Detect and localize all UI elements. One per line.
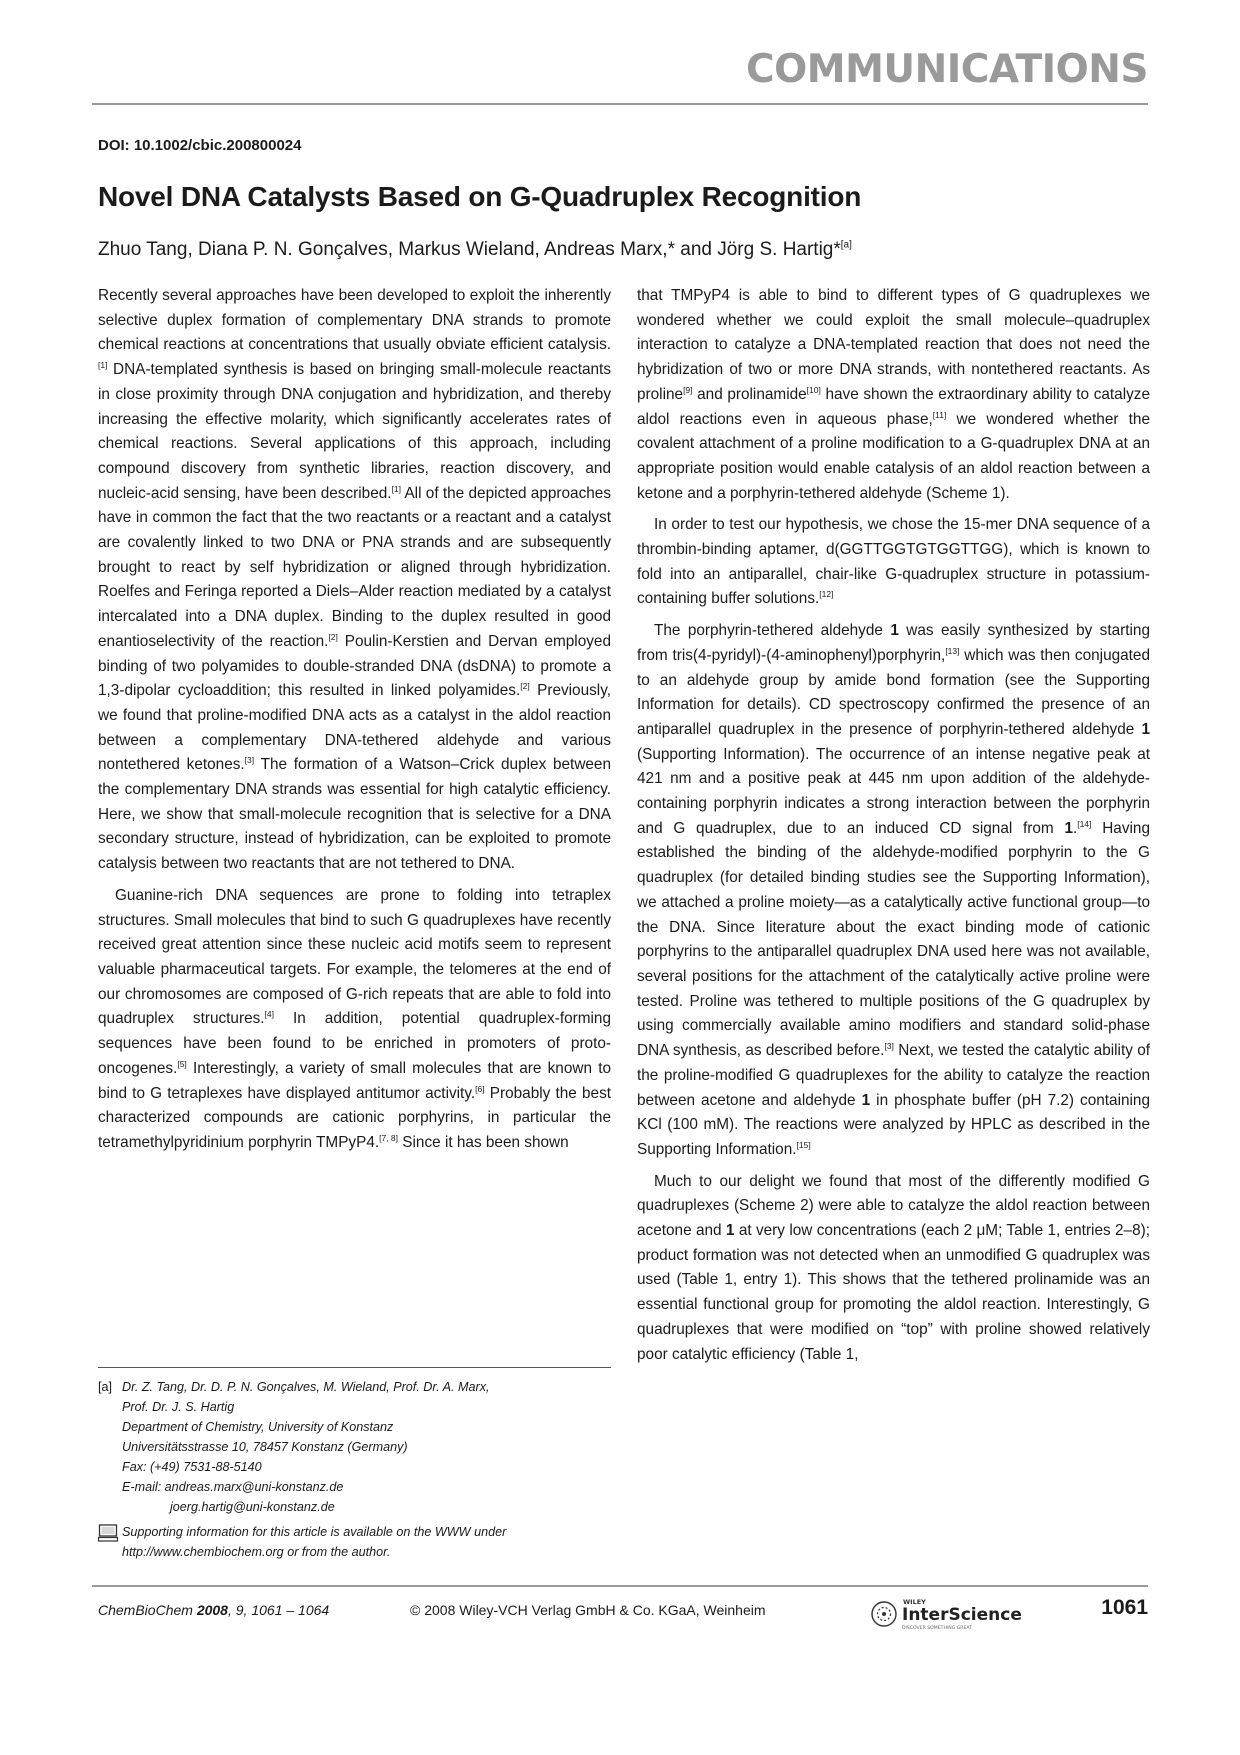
article-title: Novel DNA Catalysts Based on G-Quadruplex Recognition	[98, 181, 862, 212]
publisher-mark: WILEY	[903, 1598, 926, 1606]
paragraph: that TMPyP4 is able to bind to different types of G quadruplexes we wondered whether we could exploit the small molecule–quadruplex interaction to catalyze a DNA-templated reaction that does not need the hybridization of two or more DNA strands, with nontethered reactants. As proline[9] and prolinamide[10] have shown the extraordinary ability to catalyze aldol reactions even in aqueous phase,[11] we wondered whether the covalent attachment of a proline modification to a G-quadruplex DNA at an appropriate position would enable catalysis of an aldol reaction between a ketone and a porphyrin-tethered aldehyde (Scheme 1).	[637, 287, 1150, 502]
header-rule	[92, 103, 1148, 105]
citation-ref[interactable]: [3]	[244, 755, 255, 766]
logo-wordmark: InterScience	[902, 1605, 1022, 1625]
footnote-line: Fax: (+49) 7531-88-5140	[122, 1460, 262, 1474]
citation-ref[interactable]: [13]	[945, 645, 960, 656]
paragraph: In order to test our hypothesis, we chose the 15-mer DNA sequence of a thrombin-binding aptamer, d(GGTTGGTGTGGTTGG), which is known to fold into an antiparallel, chair-like G-quadruplex structure in potassium-containing buffer solutions.[12]	[637, 516, 1150, 608]
interscience-logo	[870, 1594, 1040, 1634]
footer-rule	[92, 1585, 1148, 1587]
footnote-line: Dr. Z. Tang, Dr. D. P. N. Gonçalves, M. Wieland, Prof. Dr. A. Marx,	[122, 1380, 490, 1394]
journal-pages: , 9, 1061 – 1064	[227, 1602, 330, 1618]
email-link[interactable]: joerg.hartig@uni-konstanz.de	[170, 1500, 335, 1514]
citation-ref[interactable]: [11]	[932, 409, 947, 420]
citation-ref[interactable]: [7, 8]	[379, 1132, 399, 1143]
citation-ref[interactable]: [1]	[98, 360, 108, 370]
citation-ref[interactable]: [9]	[683, 384, 693, 395]
citation-ref[interactable]: [14]	[1077, 818, 1092, 829]
citation-ref[interactable]: [6]	[475, 1083, 485, 1094]
page-number: 1061	[1101, 1596, 1148, 1619]
footnote-tag: [a]	[98, 1380, 113, 1394]
journal-year: 2008	[196, 1602, 228, 1618]
citation-ref[interactable]: [2]	[520, 681, 530, 692]
footnote-line: Universitätsstrasse 10, 78457 Konstanz (Germany)	[122, 1440, 408, 1454]
citation-ref[interactable]: [5]	[177, 1058, 187, 1069]
citation-ref[interactable]: [4]	[264, 1009, 274, 1020]
computer-icon	[98, 1524, 118, 1542]
citation-ref[interactable]: [3]	[884, 1040, 894, 1051]
paragraph: The porphyrin-tethered aldehyde 1 was easily synthesized by starting from tris(4-pyridyl)-(4-aminophenyl)porphyrin,[13] which was then conjugated to an aldehyde group by amide bond formation (see the Supporting Information for details). CD spectroscopy confirmed the presence of an antiparallel quadruplex in the presence of porphyrin-tethered aldehyde 1 (Supporting Information). The occurrence of an intense negative peak at 421 nm and a positive peak at 445 nm upon addition of the aldehyde-containing porphyrin indicates a strong interaction between the porphyrin and G quadruplex, due to an induced CD signal from 1.[14] Having established the binding of the aldehyde-modified porphyrin to the G quadruplex (for detailed binding studies see the Supporting Information), we attached a proline moiety—as a catalytically active functional group—to the DNA. Since literature about the exact binding mode of cationic porphyrins to the antiparallel quadruplex DNA used here was not available, several positions for the attachment of the catalytically active proline were tested. Proline was tethered to multiple positions of the G quadruplex by using commercially available amino modifiers and standard solid-phase DNA synthesis, as described before.[3] Next, we tested the catalytic ability of the proline-modified G quadruplexes for the ability to catalyze the reaction between acetone and aldehyde 1 in phosphate buffer (pH 7.2) containing KCl (100 mM). The reactions were analyzed by HPLC as described in the Supporting Information.[15]	[637, 622, 1151, 1158]
affiliation-footnote	[98, 1377, 618, 1517]
author-names: Zhuo Tang, Diana P. N. Gonçalves, Markus Wieland, Andreas Marx,* and Jörg S. Hartig*	[98, 239, 841, 260]
supporting-info-text: Supporting information for this article is available on the WWW under	[122, 1525, 507, 1539]
footnote-rule	[98, 1367, 611, 1368]
citation-ref[interactable]: [12]	[819, 589, 834, 600]
paragraph: Guanine-rich DNA sequences are prone to folding into tetraplex structures. Small molecules that bind to such G quadruplexes have recently received great attention since these nucleic acid motifs seem to represent valuable pharmaceutical targets. For example, the telomeres at the end of our chromosomes are composed of G-rich repeats that are able to fold into quadruplex structures.[4] In addition, potential quadruplex-forming sequences have been found to be enriched in promoters of proto-oncogenes.[5] Interestingly, a variety of small molecules that are known to bind to G tetraplexes have displayed antitumor activity.[6] Probably the best characterized compounds are cationic porphyrins, in particular the tetramethylpyridinium porphyrin TMPyP4.[7, 8] Since it has been shown	[98, 886, 611, 1151]
citation-ref[interactable]: [10]	[806, 384, 821, 395]
email-link[interactable]: E-mail: andreas.marx@uni-konstanz.de	[122, 1480, 344, 1494]
citation-ref[interactable]: [1]	[391, 483, 401, 494]
supporting-info-note	[98, 1522, 618, 1562]
supporting-info-link[interactable]: http://www.chembiochem.org or from the author.	[122, 1545, 391, 1559]
copyright: © 2008 Wiley-VCH Verlag GmbH & Co. KGaA, Weinheim	[410, 1602, 766, 1618]
compound-number: 1	[725, 1222, 735, 1240]
compound-number: 1	[1064, 819, 1074, 837]
compound-number: 1	[861, 1091, 871, 1109]
journal-name: ChemBioChem	[98, 1602, 193, 1618]
body-column-right	[637, 284, 1150, 1374]
citation-ref[interactable]: [15]	[796, 1139, 811, 1150]
body-column-left	[98, 284, 611, 1163]
logo-tagline: DISCOVER SOMETHING GREAT	[902, 1626, 972, 1631]
footnote-line: Department of Chemistry, University of Konstanz	[122, 1420, 394, 1434]
compound-number: 1	[890, 622, 899, 640]
author-list	[98, 239, 852, 261]
affiliation-mark: [a]	[840, 239, 852, 251]
citation-ref[interactable]: [2]	[328, 631, 338, 642]
compound-number: 1	[1141, 720, 1150, 738]
footnote-line: Prof. Dr. J. S. Hartig	[122, 1400, 235, 1414]
paragraph: Much to our delight we found that most of the differently modified G quadruplexes (Scheme 2) were able to catalyze the aldol reaction between acetone and 1 at very low concentrations (each 2 μM; Table 1, entries 2–8); product formation was not detected when an unmodified G quadruplex was used (Table 1, entry 1). This shows that the tethered prolinamide was an essential functional group for promoting the aldol reaction. Interestingly, G quadruplexes that were modified on “top” with proline showed relatively poor catalytic efficiency (Table 1,	[637, 1172, 1150, 1363]
journal-citation	[98, 1602, 329, 1618]
paragraph: Recently several approaches have been developed to exploit the inherently selective duplex formation of complementary DNA strands to promote chemical reactions at concentrations that usually obviate efficient catalysis.[1] DNA-templated synthesis is based on bringing small-molecule reactants in close proximity through DNA conjugation and hybridization, and thereby increasing the effective molarity, which significantly accelerates rates of chemical reactions. Several applications of this approach, including compound discovery from synthetic libraries, reaction discovery, and nucleic-acid sensing, have been described.[1] All of the depicted approaches have in common the fact that the two reactants or a reactant and a catalyst are covalently linked to two DNA or PNA strands and are subsequently brought to react by self hybridization or aligned through hybridization. Roelfes and Feringa reported a Diels–Alder reaction mediated by a catalyst intercalated into a DNA duplex. Binding to the duplex resulted in good enantioselectivity of the reaction.[2] Poulin-Kerstien and Dervan employed binding of two polyamides to double-stranded DNA (dsDNA) to promote a 1,3-dipolar cycloaddition; this resulted in linked polyamides.[2] Previously, we found that proline-modified DNA acts as a catalyst in the aldol reaction between a complementary DNA-tethered aldehyde and various nontethered ketones.[3] The formation of a Watson–Crick duplex between the complementary DNA strands was essential for high catalytic efficiency. Here, we show that small-molecule recognition that is selective for a DNA secondary structure, instead of hybridization, can be exploited to promote catalysis between two reactants that are not tethered to DNA.	[98, 287, 612, 873]
section-heading: COMMUNICATIONS	[746, 47, 1148, 92]
doi[interactable]: DOI: 10.1002/cbic.200800024	[98, 137, 302, 154]
